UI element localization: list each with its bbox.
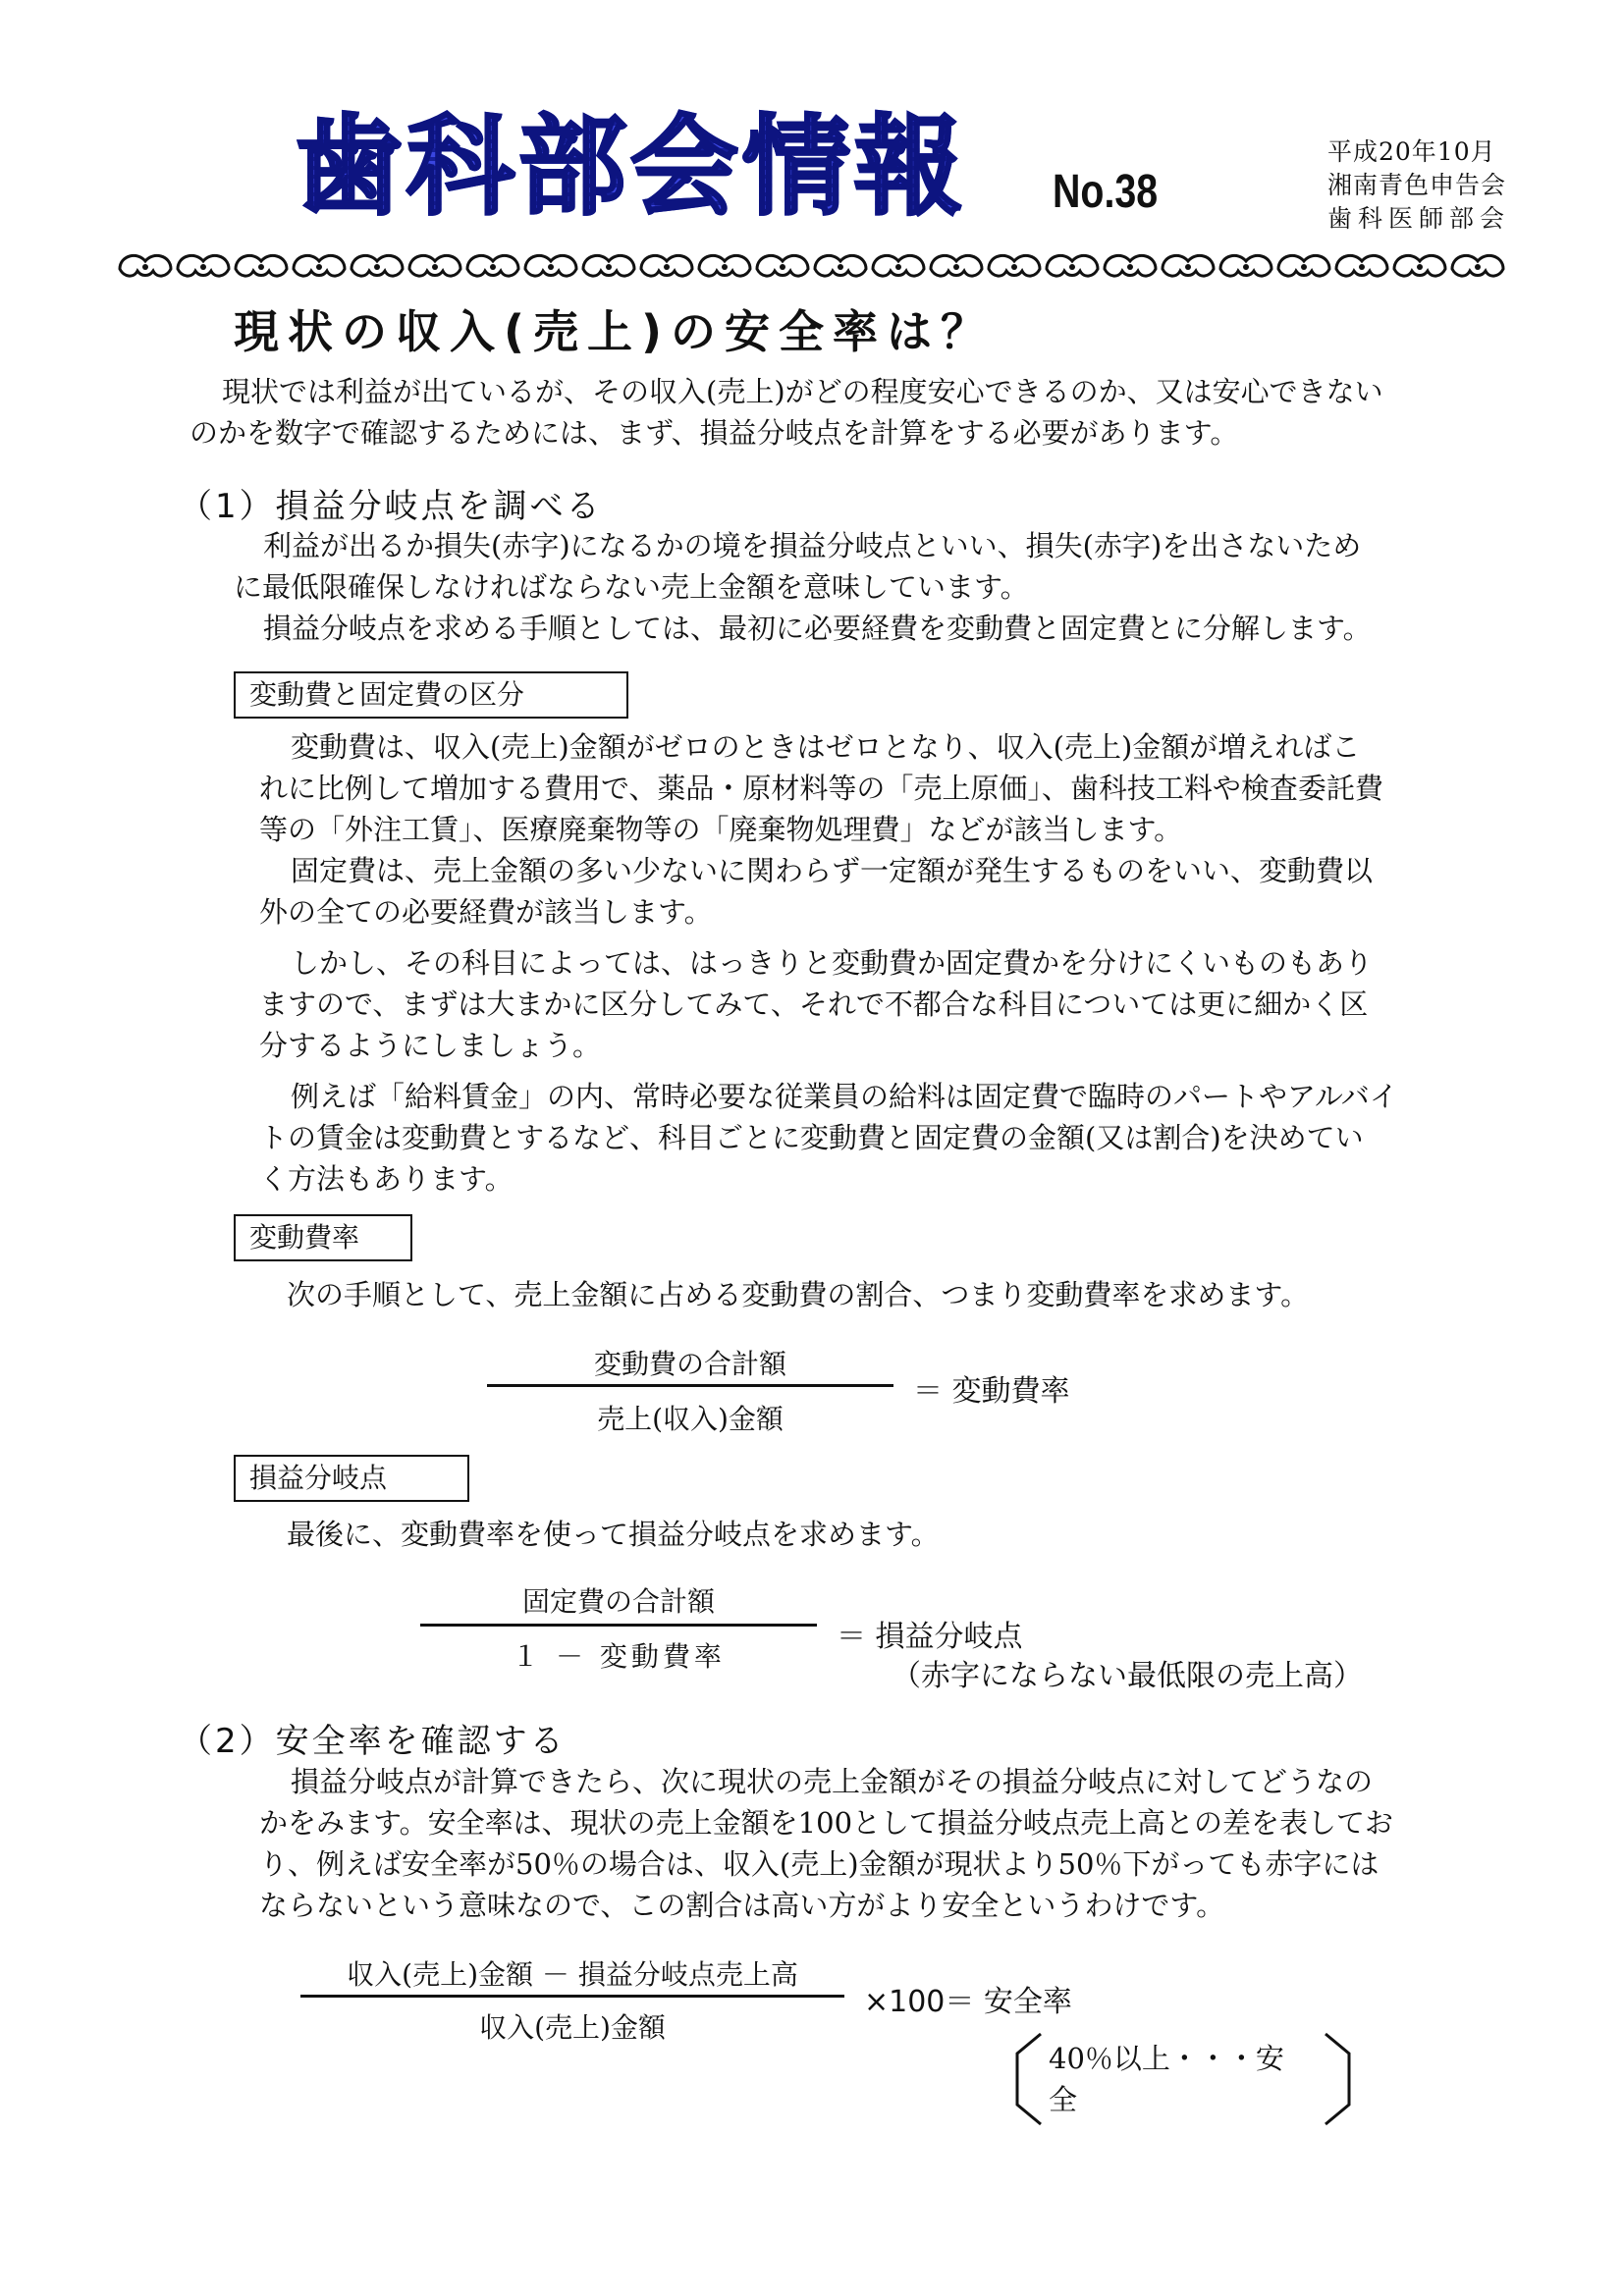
fraction-1-denominator: 売上(収入)金額 xyxy=(597,1403,784,1435)
box1-para3-line-1: 例えば「給料賃金」の内、常時必要な従業員の給料は固定費で臨時のパートやアルバイ xyxy=(291,1080,1398,1113)
border-motif xyxy=(352,255,403,276)
fraction-2-bar xyxy=(420,1624,817,1627)
page-heading: 現状の収入(売上)の安全率は？ xyxy=(234,305,996,358)
border-motif xyxy=(1394,255,1445,276)
border-motif xyxy=(815,255,866,276)
border-motif xyxy=(931,255,982,276)
border-motif xyxy=(757,255,808,276)
newsletter-title: 歯科部会情報 xyxy=(295,104,966,230)
border-motif xyxy=(1047,255,1098,276)
fraction-3-denominator: 収入(売上)金額 xyxy=(479,2011,666,2044)
section-1-title: （1）損益分岐点を調べる xyxy=(179,487,603,526)
fraction-1-result: ＝ 変動費率 xyxy=(913,1374,1070,1409)
border-motif xyxy=(525,255,576,276)
border-motif xyxy=(873,255,924,276)
fraction-3-result: ×100＝ 安全率 xyxy=(864,1985,1072,2019)
border-motif xyxy=(1336,255,1387,276)
border-motif xyxy=(583,255,634,276)
border-motif xyxy=(467,255,518,276)
box1-para3-line-3: く方法もあります。 xyxy=(259,1162,514,1196)
box1-para2-line-3: 分するようにしましょう。 xyxy=(259,1029,602,1062)
box-break-even-point: 損益分岐点 xyxy=(234,1455,469,1502)
section-2-line-4: ならないという意味なので、この割合は高い方がより安全というわけです。 xyxy=(259,1889,1225,1922)
section-2-line-1: 損益分岐点が計算できたら、次に現状の売上金額がその損益分岐点に対してどうなの xyxy=(291,1765,1374,1798)
border-motif xyxy=(1220,255,1271,276)
fraction-2-note: （赤字にならない最低限の売上高） xyxy=(892,1659,1363,1693)
border-motif xyxy=(1278,255,1329,276)
border-motif xyxy=(1452,255,1503,276)
border-motif xyxy=(1163,255,1214,276)
safety-rate-line-1: 40％以上・・・安 xyxy=(1049,2042,1284,2075)
border-motif xyxy=(641,255,692,276)
border-motif xyxy=(699,255,750,276)
section-2-title: （2）安全率を確認する xyxy=(179,1722,567,1761)
box1-para2-line-2: ますので、まずは大まかに区分してみて、それで不都合な科目については更に細かく区 xyxy=(259,988,1369,1021)
border-motif xyxy=(120,255,171,276)
safety-rate-line-2: 全 xyxy=(1049,2083,1078,2116)
section-1-line-3: 損益分岐点を求める手順としては、最初に必要経費を変動費と固定費とに分解します。 xyxy=(263,612,1372,645)
box3-line: 最後に、変動費率を使って損益分岐点を求めます。 xyxy=(287,1518,940,1551)
border-motif xyxy=(294,255,345,276)
org-division: 歯科医師部会 xyxy=(1327,204,1511,233)
box1-para3-line-2: トの賃金は変動費とするなど、科目ごとに変動費と固定費の金額(又は割合)を決めてい xyxy=(259,1121,1364,1154)
section-1-line-1: 利益が出るか損失(赤字)になるかの境を損益分岐点といい、損失(赤字)を出さないため xyxy=(263,529,1362,562)
box1-para1-line-1: 変動費は、収入(売上)金額がゼロのときはゼロとなり、収入(売上)金額が増えればこ xyxy=(291,730,1361,764)
issue-date: 平成20年10月 xyxy=(1327,137,1496,166)
org-name: 湘南青色申告会 xyxy=(1327,171,1507,199)
fraction-2-result: ＝ 損益分岐点 xyxy=(837,1620,1023,1654)
issue-number: No.38 xyxy=(1053,166,1159,218)
box1-para1-line-4: 固定費は、売上金額の多い少ないに関わらず一定額が発生するものをいい、変動費以 xyxy=(291,854,1374,887)
fraction-2-denominator: １ － 変動費率 xyxy=(512,1640,726,1673)
box1-para1-line-5: 外の全ての必要経費が該当します。 xyxy=(259,895,713,929)
intro-line-2: のかを数字で確認するためには、まず、損益分岐点を計算をする必要があります。 xyxy=(189,416,1239,450)
decorative-border xyxy=(116,247,1520,281)
border-motif xyxy=(409,255,460,276)
box2-line: 次の手順として、売上金額に占める変動費の割合、つまり変動費率を求めます。 xyxy=(287,1278,1310,1311)
border-motif xyxy=(178,255,229,276)
box-variable-fixed-cost: 変動費と固定費の区分 xyxy=(234,671,628,719)
fraction-2-numerator: 固定費の合計額 xyxy=(521,1585,715,1618)
section-1-line-2: に最低限確保しなければならない売上金額を意味しています。 xyxy=(234,570,1029,604)
border-motif xyxy=(236,255,287,276)
section-2-line-3: り、例えば安全率が50％の場合は、収入(売上)金額が現状より50％下がっても赤字には xyxy=(259,1847,1380,1881)
fraction-3-bar xyxy=(300,1995,844,1998)
intro-line-1: 現状では利益が出ているが、その収入(売上)がどの程度安心できるのか、又は安心できない xyxy=(222,375,1383,408)
box1-para1-line-3: 等の「外注工賃」、医療廃棄物等の「廃棄物処理費」などが該当します。 xyxy=(259,813,1183,846)
box-variable-cost-rate: 変動費率 xyxy=(234,1214,412,1261)
box1-para2-line-1: しかし、その科目によっては、はっきりと変動費か固定費かを分けにくいものもあり xyxy=(291,946,1374,980)
fraction-1-bar xyxy=(487,1384,893,1387)
border-motif xyxy=(989,255,1040,276)
fraction-1-numerator: 変動費の合計額 xyxy=(593,1348,786,1380)
border-motif xyxy=(1105,255,1156,276)
box1-para1-line-2: れに比例して増加する費用で、薬品・原材料等の「売上原価」、歯科技工料や検査委託費 xyxy=(259,772,1383,805)
fraction-3-numerator: 収入(売上)金額 － 損益分岐点売上高 xyxy=(347,1958,798,1991)
section-2-line-2: かをみます。安全率は、現状の売上金額を100として損益分岐点売上高との差を表してお xyxy=(259,1806,1394,1840)
